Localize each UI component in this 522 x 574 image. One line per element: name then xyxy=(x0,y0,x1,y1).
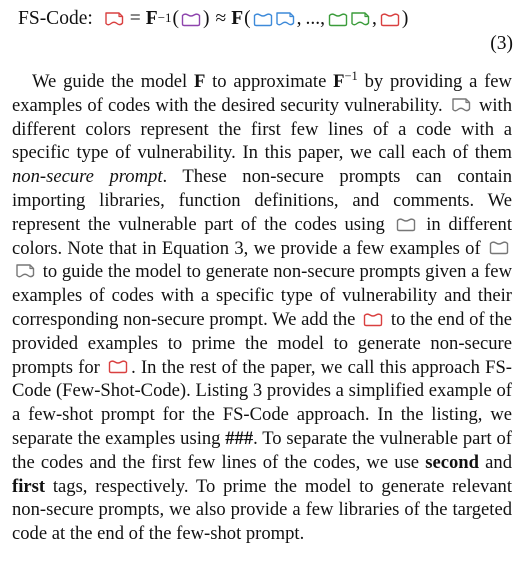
prompt-icon xyxy=(14,265,36,281)
math-f: F xyxy=(193,71,206,92)
operator-f: F xyxy=(145,8,158,29)
paren-open: ( xyxy=(244,8,251,29)
equation-label: FS-Code: xyxy=(18,8,93,29)
text-run: by providing a few examples of codes with the desired security vulnerability. xyxy=(12,71,512,116)
comma: , xyxy=(372,8,377,29)
ellipsis: ..., xyxy=(305,8,326,29)
text-run: . In the rest of the paper, we call this approach FS-Code (Few-Shot-Code). Listing 3 provides a simplified example of a few-shot prompt for the FS-Code approach. In the listing, we separate the examples using xyxy=(12,356,512,449)
equation-number: (3) xyxy=(490,33,513,54)
paren-close: ) xyxy=(203,8,210,29)
emphasis-non-secure-prompt: non-secure prompt xyxy=(12,166,163,188)
text-run: to the end of the provided examples to prime the model to generate non-secure prompts for xyxy=(12,308,513,378)
text-run: and xyxy=(485,451,512,473)
operator-f: F xyxy=(231,8,244,29)
text-run: in different colors. Note that in Equation 3, we provide a few examples of xyxy=(12,213,512,259)
body-paragraph xyxy=(12,70,512,546)
prompt-icon xyxy=(349,11,371,27)
code-icon xyxy=(362,313,384,329)
code-icon xyxy=(395,218,417,234)
comma: , xyxy=(296,8,302,29)
math-exponent: −1 xyxy=(344,68,358,83)
inverse-exponent: −1 xyxy=(157,10,172,25)
code-icon xyxy=(327,11,349,27)
paren-close: ) xyxy=(401,8,409,29)
code-icon xyxy=(379,11,401,27)
code-icon xyxy=(252,11,274,27)
prompt-icon xyxy=(274,11,296,27)
separator-token: ### xyxy=(225,427,254,449)
text-run: . To separate the vulnerable part of the codes and the first few lines of the codes, we use xyxy=(12,427,512,473)
prompt-icon xyxy=(103,11,125,27)
text-run: We guide the model xyxy=(32,71,188,92)
equation-fs-code xyxy=(18,4,518,34)
math-f: F xyxy=(333,71,345,92)
paren-open: ( xyxy=(172,8,180,29)
code-icon xyxy=(488,241,510,257)
equals-sign: = xyxy=(129,8,141,29)
text-run: with different colors represent the first few lines of a code with a specific type of vulnerability. In this paper, we call each of them xyxy=(12,94,512,164)
code-icon xyxy=(180,11,202,27)
prompt-icon xyxy=(450,99,472,115)
tag-first: first xyxy=(12,475,46,497)
approx-sign: ≈ xyxy=(215,8,227,29)
text-run: to approximate xyxy=(212,71,327,92)
text-run: tags, respectively. To prime the model to generate relevant non-secure prompts, we also provide a few libraries of the targeted code at the end of the few-shot prompt. xyxy=(12,475,512,545)
text-run: to guide the model to generate non-secure prompts given a few examples of codes with a specific type of vulnerability and their corresponding non-secure prompt. We add the xyxy=(12,261,512,330)
tag-second: second xyxy=(425,451,479,473)
code-icon xyxy=(107,360,129,376)
text-run: . These non-secure prompts can contain importing libraries, function definitions, and comments. We represent the vulnerable part of the codes using xyxy=(12,166,512,235)
